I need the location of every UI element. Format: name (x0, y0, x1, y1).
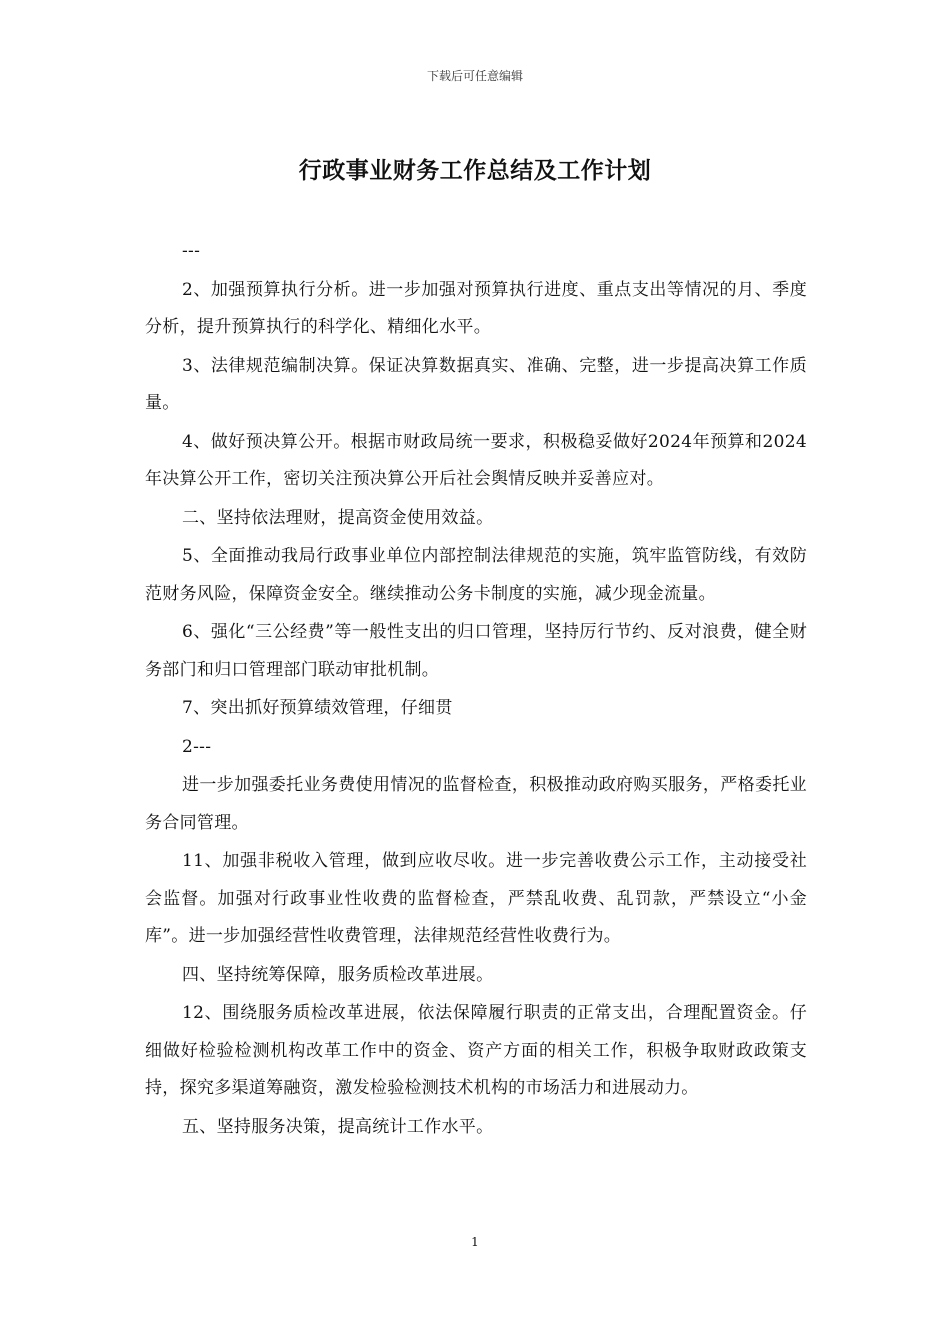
paragraph: 7、突出抓好预算绩效管理，仔细贯 (182, 698, 453, 718)
paragraph: 6、强化“三公经费”等一般性支出的归口管理，坚持厉行节约、反对浪费，健全财务部门和归口管理部门联动审批机制。 (145, 622, 807, 680)
paragraph: --- (182, 241, 201, 261)
document-title: 行政事业财务工作总结及工作计划 (298, 157, 652, 184)
section-heading: 二、坚持依法理财，提高资金使用效益。 (182, 507, 494, 528)
paragraph: 进一步加强委托业务费使用情况的监督检查，积极推动政府购买服务，严格委托业务合同管理。 (145, 775, 807, 833)
paragraph: 12、围绕服务质检改革进展，依法保障履行职责的正常支出，合理配置资金。仔细做好检验检测机构改革工作中的资金、资产方面的相关工作，积极争取财政政策支持，探究多渠道筹融资，激发检验检测技术机构的市场活力和进展动力。 (145, 1003, 807, 1098)
page-number: 1 (471, 1235, 479, 1249)
paragraph: 2、加强预算执行分析。进一步加强对预算执行进度、重点支出等情况的月、季度分析，提升预算执行的科学化、精细化水平。 (145, 279, 807, 337)
section-heading: 四、坚持统筹保障，服务质检改革进展。 (182, 964, 494, 985)
header-note: 下载后可任意编辑 (426, 69, 523, 83)
paragraph: 3、法律规范编制决算。保证决算数据真实、准确、完整，进一步提高决算工作质量。 (145, 355, 807, 413)
paragraph: 2--- (182, 736, 212, 757)
document-body (145, 233, 807, 1147)
paragraph: 11、加强非税收入管理，做到应收尽收。进一步完善收费公示工作，主动接受社会监督。加强对行政事业性收费的监督检查，严禁乱收费、乱罚款，严禁设立“小金库”。进一步加强经营性收费管理，法律规范经营性收费行为。 (145, 851, 807, 946)
section-heading: 五、坚持服务决策，提高统计工作水平。 (182, 1116, 494, 1137)
paragraph: 4、做好预决算公开。根据市财政局统一要求，积极稳妥做好2024年预算和2024年决算公开工作，密切关注预决算公开后社会舆情反映并妥善应对。 (145, 431, 807, 489)
paragraph: 5、全面推动我局行政事业单位内部控制法律规范的实施，筑牢监管防线，有效防范财务风险，保障资金安全。继续推动公务卡制度的实施，减少现金流量。 (145, 546, 807, 604)
